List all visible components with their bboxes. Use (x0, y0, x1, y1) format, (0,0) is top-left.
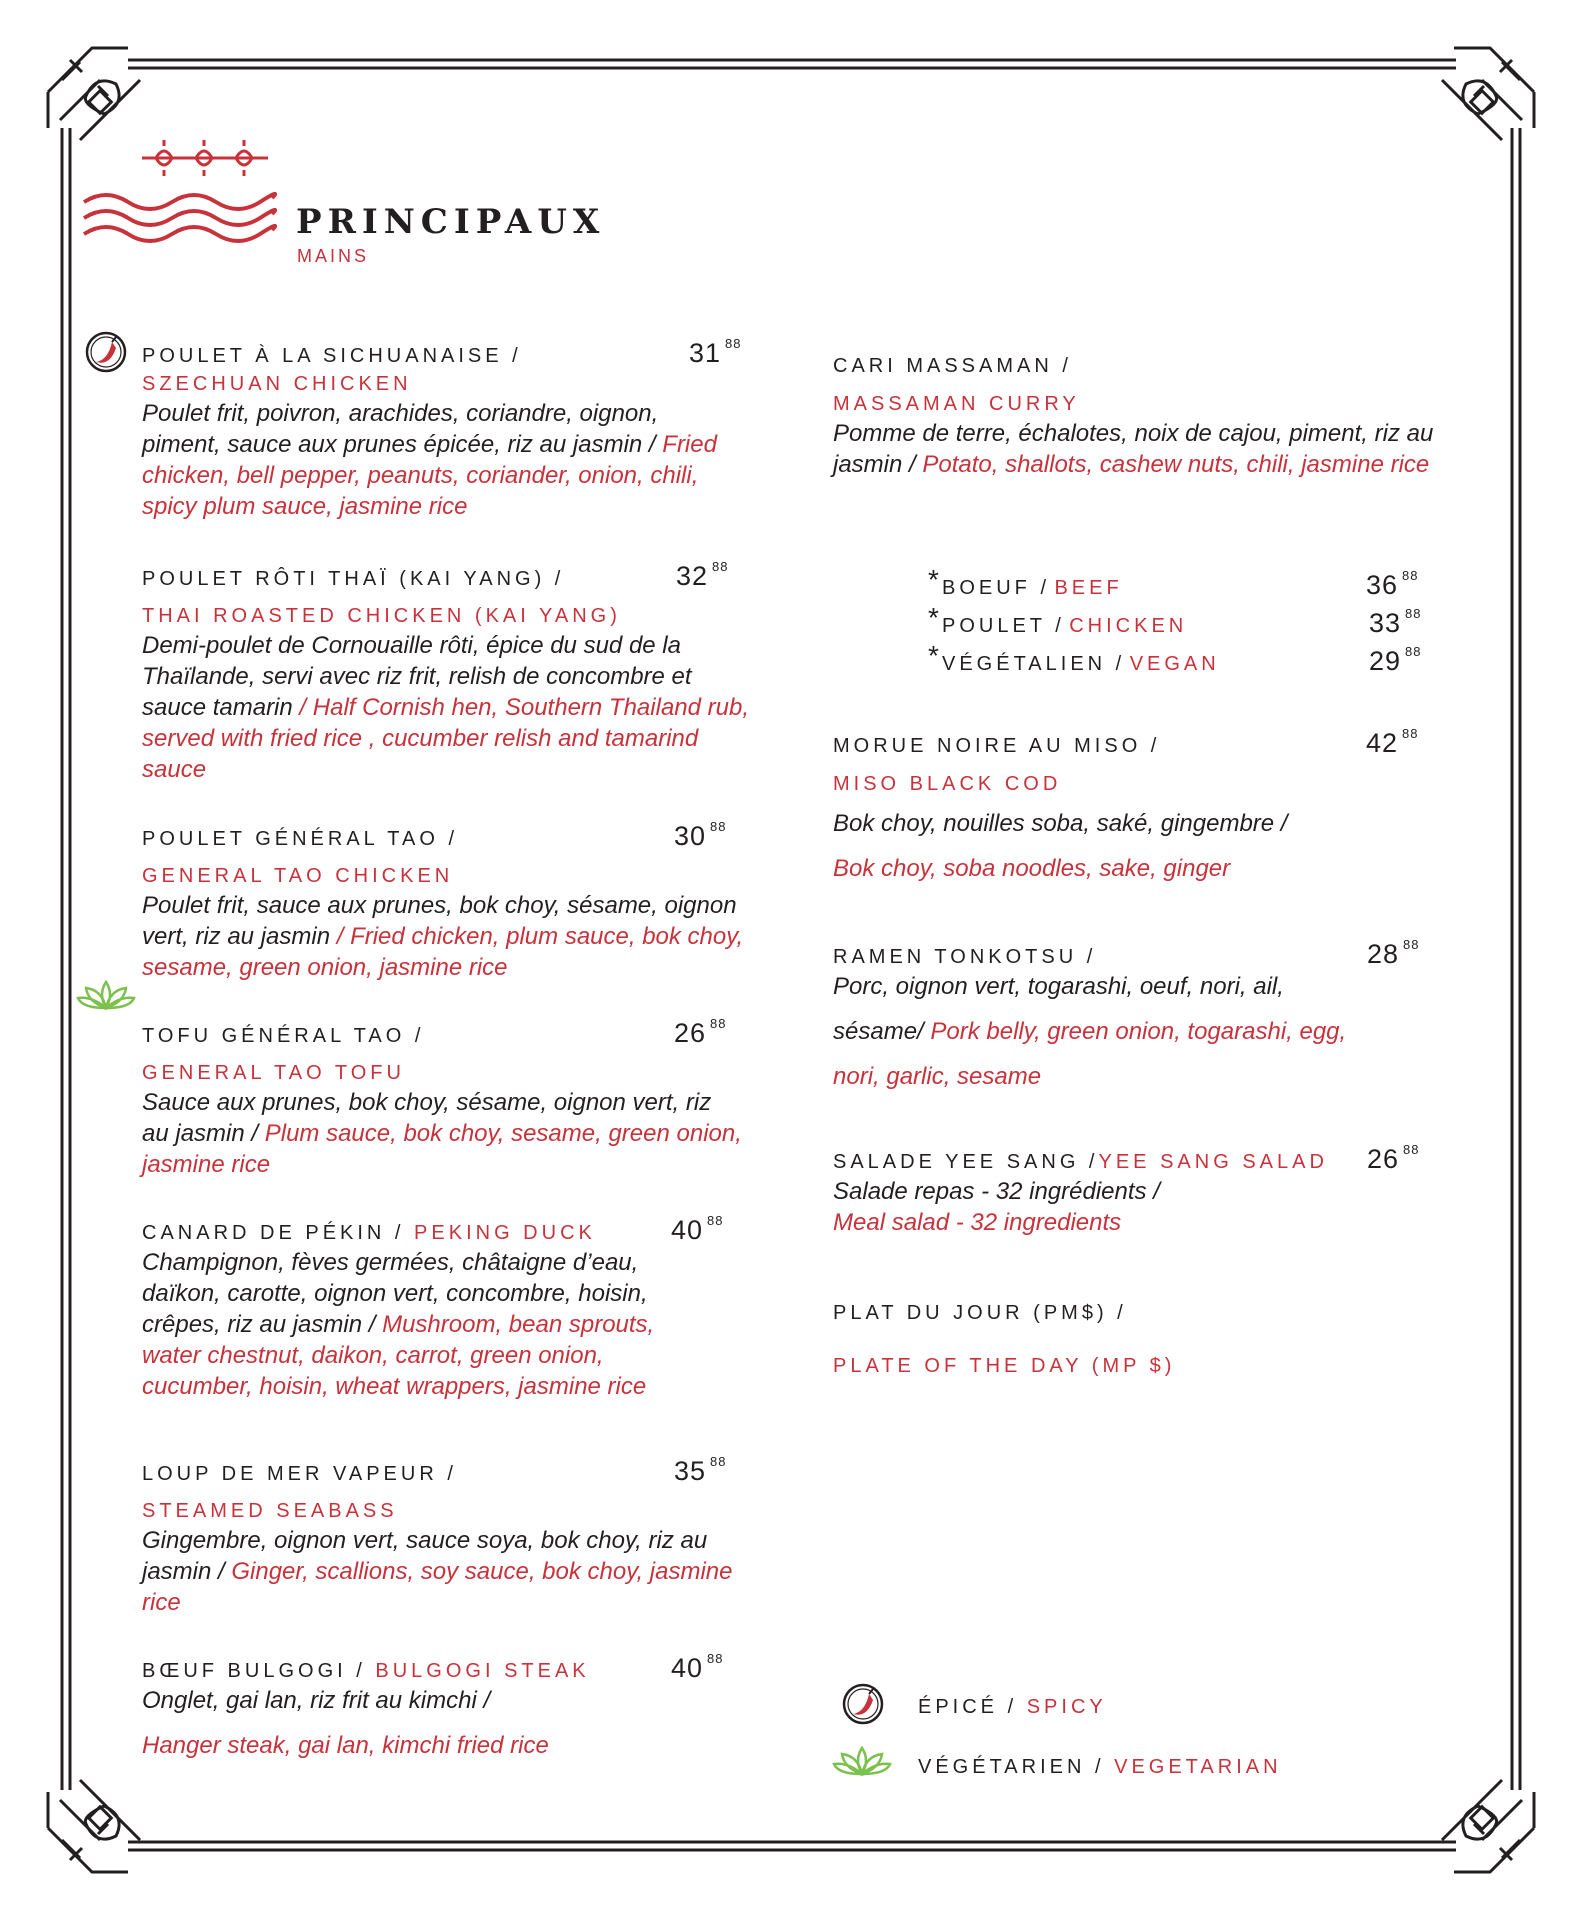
item-name-fr: POULET RÔTI THAÏ (KAI YANG) / (142, 568, 565, 590)
legend-veg-en: VEGETARIAN (1114, 1756, 1282, 1778)
option-price: 29 $^{88}$ (1369, 644, 1422, 676)
option-chicken (928, 602, 1442, 640)
chili-icon (87, 333, 125, 371)
menu-item-yee-sang (833, 1148, 1453, 1238)
item-price: 32 $^{88}$ (676, 559, 729, 591)
menu-item-massaman (833, 352, 1453, 480)
option-name-en: VEGAN (1129, 653, 1220, 675)
menu-item-ramen (833, 943, 1453, 1092)
lotus-icon (834, 1748, 890, 1774)
menu-item-general-tao-chicken (142, 825, 752, 983)
item-name-en: YEE SANG SALAD (1098, 1151, 1328, 1173)
menu-item-kai-yang (142, 565, 752, 785)
item-desc-en: Ginger, scallions, soy sauce, bok choy, jasmine rice (142, 1558, 733, 1616)
option-name-fr: POULET / (942, 615, 1065, 637)
option-name-en: CHICKEN (1069, 615, 1188, 637)
item-name-fr: LOUP DE MER VAPEUR / (142, 1463, 457, 1485)
menu-item-seabass (142, 1460, 752, 1618)
item-name-fr: PLAT DU JOUR (PM$) / (833, 1302, 1127, 1324)
lotus-icon (78, 982, 134, 1008)
option-name-en: BEEF (1054, 577, 1123, 599)
item-desc-fr: Salade repas - 32 ingrédients / (833, 1178, 1160, 1205)
item-name-fr: POULET GÉNÉRAL TAO / (142, 828, 458, 850)
item-price: 26 $^{88}$ (674, 1016, 727, 1048)
item-desc-fr: Demi-poulet de Cornouaille rôti, épice du sud de la Thaïlande, servi avec riz frit, relish de concombre et sauce tamarin (142, 632, 692, 721)
page-subtitle: MAINS (297, 246, 370, 266)
item-name-en: GENERAL TAO TOFU (142, 1062, 405, 1084)
item-desc-fr: Gingembre, oignon vert, sauce soya, bok choy, riz au jasmin / (142, 1527, 708, 1585)
item-name-en: PEKING DUCK (414, 1222, 596, 1244)
item-name-en: THAI ROASTED CHICKEN (KAI YANG) (142, 605, 621, 627)
star-marker: * (928, 602, 939, 633)
legend-vegetarian (918, 1753, 1282, 1781)
option-vegan (928, 640, 1442, 678)
item-name-fr: CANARD DE PÉKIN / (142, 1222, 405, 1244)
item-name-fr: SALADE YEE SANG / (833, 1151, 1099, 1173)
item-price: 30 $^{88}$ (674, 819, 727, 851)
corner-ornament-icon (48, 48, 140, 140)
chili-icon (844, 1685, 882, 1723)
item-name-en: PLATE OF THE DAY (MP $) (833, 1355, 1176, 1377)
menu-item-bulgogi (142, 1657, 752, 1761)
item-desc-fr: sésame/ (833, 1018, 924, 1045)
option-price: 36 $^{88}$ (1366, 568, 1419, 600)
item-desc-en: Plum sauce, bok choy, sesame, green onion, jasmine rice (142, 1120, 742, 1178)
item-name-en: GENERAL TAO CHICKEN (142, 865, 454, 887)
item-desc-fr: Sauce aux prunes, bok choy, sésame, oignon vert, riz au jasmin / (142, 1089, 712, 1147)
option-price: 33 $^{88}$ (1369, 606, 1422, 638)
item-price: 31 $^{88}$ (689, 336, 742, 368)
legend-spicy-fr: ÉPICÉ / (918, 1696, 1018, 1718)
item-desc-en: Fried chicken, bell pepper, peanuts, coriander, onion, chili, spicy plum sauce, jasmine rice (142, 431, 717, 520)
item-desc-fr: Poulet frit, sauce aux prunes, bok choy, sésame, oignon vert, riz au jasmin (142, 892, 737, 950)
star-marker: * (928, 640, 939, 671)
item-name-fr: RAMEN TONKOTSU / (833, 946, 1097, 968)
item-desc-en: / Half Cornish hen, Southern Thailand rub, served with fried rice , cucumber relish and tamarind sauce (142, 694, 750, 783)
item-desc-en: Mushroom, bean sprouts, water chestnut, daikon, carrot, green onion, cucumber, hoisin, wheat wrappers, jasmine rice (142, 1311, 655, 1400)
item-name-en: STEAMED SEABASS (142, 1500, 398, 1522)
star-marker: * (928, 564, 939, 595)
item-desc-fr: Bok choy, nouilles soba, saké, gingembre / (833, 810, 1288, 837)
item-name-en: MISO BLACK COD (833, 773, 1062, 795)
item-desc-en: Hanger steak, gai lan, kimchi fried rice (142, 1732, 549, 1759)
item-name-en: MASSAMAN CURRY (833, 393, 1080, 415)
item-price: 28 $^{88}$ (1367, 937, 1420, 969)
item-desc-fr: Poulet frit, poivron, arachides, coriandre, oignon, piment, sauce aux prunes épicée, riz au jasmin / (142, 400, 659, 458)
flower-ornament-icon (142, 140, 268, 176)
item-price: 26 $^{88}$ (1367, 1142, 1420, 1174)
corner-ornament-icon (1442, 48, 1534, 140)
item-desc-fr: Onglet, gai lan, riz frit au kimchi / (142, 1687, 491, 1714)
item-price: 42 $^{88}$ (1366, 726, 1419, 758)
legend-spicy-en: SPICY (1026, 1696, 1107, 1718)
item-name-en: BULGOGI STEAK (375, 1660, 590, 1682)
corner-ornament-icon (48, 1780, 140, 1872)
item-desc-en: Bok choy, soba noodles, sake, ginger (833, 855, 1231, 882)
item-name-fr: CARI MASSAMAN / (833, 355, 1072, 377)
item-name-fr: BŒUF BULGOGI / (142, 1660, 366, 1682)
item-desc-en: nori, garlic, sesame (833, 1063, 1042, 1090)
legend-veg-fr: VÉGÉTARIEN / (918, 1756, 1105, 1778)
wave-ornament-icon (84, 194, 275, 241)
item-name-fr: MORUE NOIRE AU MISO / (833, 735, 1161, 757)
item-name-fr: POULET À LA SICHUANAISE / (142, 345, 522, 367)
menu-item-szechuan (142, 342, 752, 522)
menu-item-daily (833, 1299, 1453, 1380)
page-title: PRINCIPAUX (296, 202, 606, 242)
item-name-fr: TOFU GÉNÉRAL TAO / (142, 1025, 425, 1047)
item-desc-en: / Fried chicken, plum sauce, bok choy, sesame, green onion, jasmine rice (142, 923, 744, 981)
option-name-fr: VÉGÉTALIEN / (942, 653, 1126, 675)
menu-item-miso-cod (833, 732, 1453, 884)
item-desc-en: Pork belly, green onion, togarashi, egg, (930, 1018, 1347, 1045)
item-name-en: SZECHUAN CHICKEN (142, 373, 412, 395)
item-price: 40 $^{88}$ (671, 1651, 724, 1683)
menu-item-peking-duck (142, 1219, 752, 1402)
menu-item-general-tao-tofu (142, 1022, 752, 1180)
item-desc-fr: Champignon, fèves germées, châtaigne d’eau, daïkon, carotte, oignon vert, concombre, hoisin, crêpes, riz au jasmin / (142, 1249, 648, 1338)
item-desc-fr: Porc, oignon vert, togarashi, oeuf, nori, ail, (833, 973, 1284, 1000)
item-price: 40 $^{88}$ (671, 1213, 724, 1245)
corner-ornament-icon (1442, 1780, 1534, 1872)
item-desc-fr: Pomme de terre, échalotes, noix de cajou, piment, riz au jasmin / (833, 420, 1434, 478)
item-desc-en: Meal salad - 32 ingredients (833, 1209, 1122, 1236)
item-price: 35 $^{88}$ (674, 1454, 727, 1486)
legend-spicy (918, 1693, 1107, 1721)
option-name-fr: BOEUF / (942, 577, 1051, 599)
item-desc-en: Potato, shallots, cashew nuts, chili, jasmine rice (922, 451, 1430, 478)
